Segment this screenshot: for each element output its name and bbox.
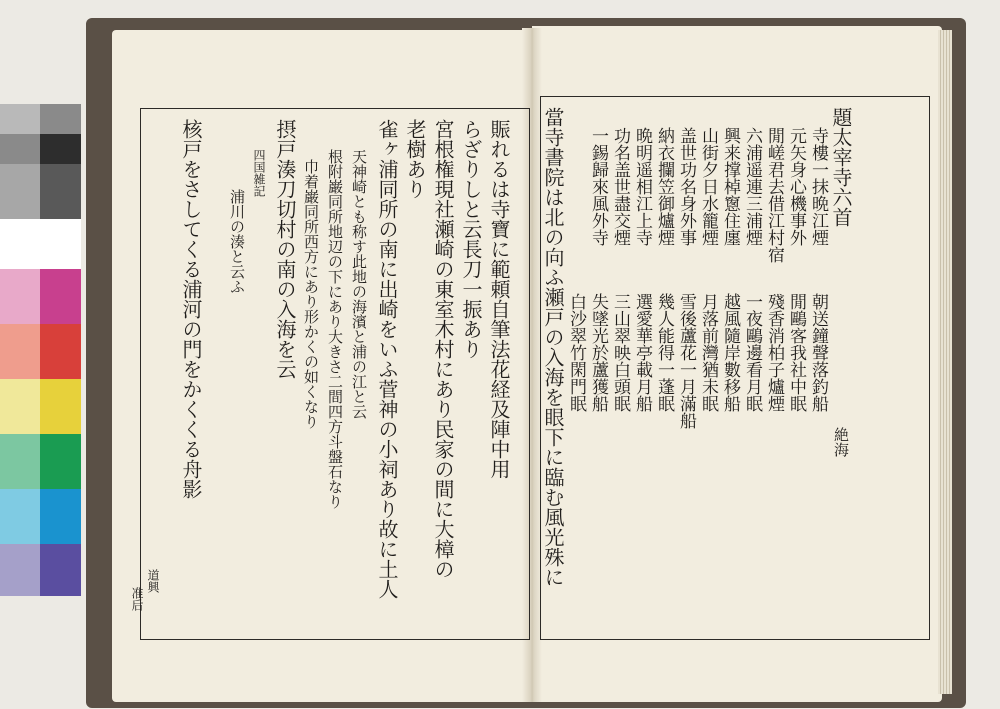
poem-line: 一夜鷗邊看月眠 (742, 293, 762, 412)
poem-line: 元矢身心機事外 (786, 127, 806, 246)
source-title: 四国雑記 (252, 149, 266, 197)
poem-line: 朝送鐘聲落釣船 (808, 293, 828, 412)
text-column: 賑れるは寺寶に範頼自筆法花経及陣中用 (487, 119, 511, 479)
text-column: 宮根権現社瀬崎の東室木村にあり民家の間に大樟の (431, 119, 455, 579)
text-column: 雀ヶ浦同所の南に出崎をいふ菅神の小祠あり故に土人 (375, 119, 399, 599)
text-column: 浦川の湊と云ふ (228, 189, 246, 294)
poem-line: 納衣攔笠御爐煙 (654, 127, 674, 246)
poem-line: 幾人能得一蓬眠 (654, 293, 674, 412)
text-column: 核戸をさしてくる浦河の門をかくくる舟影 (179, 119, 203, 499)
page-edges (938, 30, 952, 694)
poem-line: 晩明遥相江上寺 (632, 127, 652, 246)
poem-line: 功名盖世盡交煙 (610, 127, 630, 246)
poem-author: 絶海 (832, 427, 850, 457)
bleed-through-marks (871, 37, 897, 63)
poem-line: 山街夕日水籠煙 (698, 127, 718, 246)
poem-line: 越風隨岸數移船 (720, 293, 740, 412)
text-column: 巾着巌同所西方にあり形かくの如くなり (302, 159, 320, 429)
poem-heading: 題太宰寺六首 (829, 107, 853, 227)
poem-line: 殘香消柏子爐煙 (764, 293, 784, 412)
left-page-frame (130, 108, 530, 640)
text-column: 根附巌同所地辺の下にあり大きさ二間四方斗盤石なり (326, 149, 344, 509)
poem-line: 三山翠映白頭眠 (610, 293, 630, 412)
poem-line: 一錫歸來風外寺 (588, 127, 608, 246)
right-page-frame (540, 96, 930, 640)
color-calibration-target (0, 104, 81, 596)
text-column: 天神崎とも称す此地の海濱と浦の江と云 (350, 149, 368, 419)
poem-line: 六浦遥連三浦煙 (742, 127, 762, 246)
poem-line: 興来撑棹窻住廛 (720, 127, 740, 246)
signature: 准后 (130, 587, 144, 611)
text-column: らざりしと云長刀一振あり (459, 119, 483, 359)
text-column: 老樹あり (403, 119, 427, 199)
poem-line: 白沙翠竹閑門眠 (566, 293, 586, 412)
poem-line: 選愛華亭載月船 (632, 293, 652, 412)
poem-line: 月落前灣猶未眠 (698, 293, 718, 412)
poem-line: 閒鷗客我社中眠 (786, 293, 806, 412)
poem-line: 閒嵯君去借江村宿 (764, 127, 784, 263)
poem-line: 失墜光於蘆獲船 (588, 293, 608, 412)
poem-line: 寺樓一抹晩江煙 (808, 127, 828, 246)
poem-line: 雪後蘆花一月滿船 (676, 293, 696, 429)
signature: 道興 (146, 569, 160, 593)
poem-line: 盖世功名身外事 (676, 127, 696, 246)
text-column: 摂戸湊刀切村の南の入海を云 (273, 119, 297, 379)
prose-column: 當寺書院は北の向ふ瀬戸の入海を眼下に臨む風光殊に (541, 107, 565, 587)
